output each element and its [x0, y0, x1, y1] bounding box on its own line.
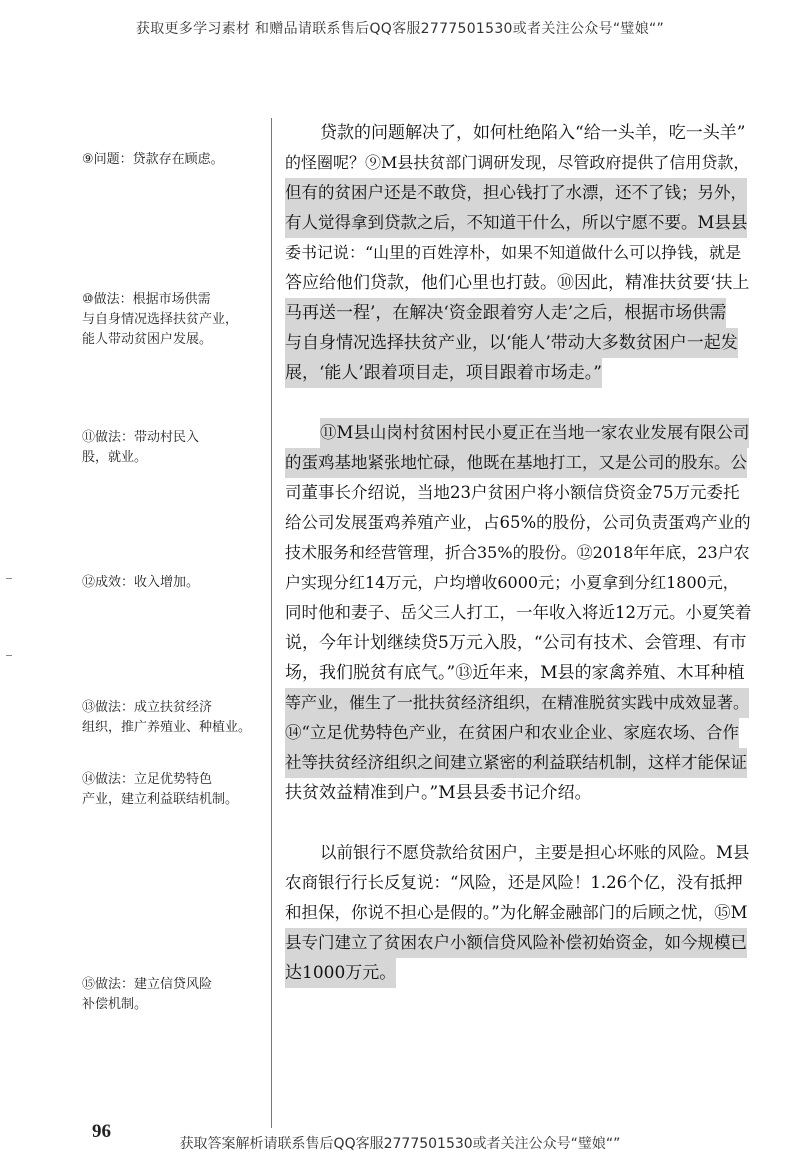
page-header: 获取更多学习素材 和赠品请联系售后QQ客服2777501530或者关注公众号“璧娘“”	[135, 21, 665, 37]
body-line: 等产业，催生了一批扶贫经济组织，在精准脱贫实践中成效显著。	[285, 688, 749, 718]
body-line: 场，我们脱贫有底气。”⑬近年来，M县的家禽养殖、木耳种植	[285, 663, 745, 683]
margin-note-line: ⑭做法：立足优势特色	[82, 772, 213, 787]
page-footer: 获取答案解析请联系售后QQ客服2777501530或者关注公众号“璧娘“”	[179, 1136, 621, 1152]
margin-note-line: 能人带动贫困户发展。	[82, 332, 213, 347]
margin-note-10	[82, 290, 262, 350]
margin-note-14	[82, 770, 262, 810]
body-line: 社等扶贫经济组织之间建立紧密的利益联结机制，这样才能保证	[285, 748, 747, 778]
margin-note-9	[82, 150, 262, 170]
margin-note-line: ⑮做法：建立信贷风险	[82, 977, 213, 992]
page-number: 96	[92, 1121, 111, 1142]
body-line: 有人觉得拿到贷款之后，不知道干什么，所以宁愿不要。M县县	[285, 208, 747, 238]
body-line: 给公司发展蛋鸡养殖产业，占65%的股份，公司负责蛋鸡产业的	[285, 513, 751, 532]
margin-note-line: 补偿机制。	[82, 997, 148, 1012]
body-line: ⑪M县山岗村贫困村民小夏正在当地一家农业发展有限公司	[320, 418, 749, 448]
body-line: 县专门建立了贫困农户小额信贷风险补偿初始资金，如今规模已	[285, 928, 747, 958]
margin-note-line: 组织，推广养殖业、种植业。	[82, 720, 252, 735]
margin-note-11	[82, 428, 262, 468]
body-line: 户实现分红14万元，户均增收6000元；小夏拿到分红1800元，	[285, 573, 739, 592]
body-line: ⑭“立足优势特色产业，在贫困户和农业企业、家庭农场、合作	[285, 718, 739, 748]
body-line: 答应给他们贷款，他们心里也打鼓。⑩因此，精准扶贫要‘扶上	[285, 273, 750, 293]
body-line: 司董事长介绍说，当地23户贫困户将小额信贷资金75万元委托	[285, 483, 740, 502]
margin-note-line: ⑩做法：根据市场供需	[82, 292, 211, 307]
body-line: 但有的贫困户还是不敢贷，担心钱打了水漂，还不了钱；另外，	[285, 178, 747, 208]
margin-note-line: 产业，建立利益联结机制。	[82, 792, 239, 807]
body-line: 和担保，你说不担心是假的。”为化解金融部门的后顾之忧，⑮M	[285, 903, 748, 922]
margin-note-line: 与自身情况选择扶贫产业，	[82, 312, 239, 327]
body-line: 扶贫效益精准到户。”M县县委书记介绍。	[285, 783, 592, 803]
margin-note-line: ⑨问题：贷款存在顾虑。	[82, 152, 224, 167]
binding-mark	[6, 655, 12, 656]
body-line: 的怪圈呢？⑨M县扶贫部门调研发现，尽管政府提供了信用贷款，	[285, 153, 750, 172]
margin-note-13	[82, 698, 262, 738]
body-line: 以前银行不愿贷款给贫困户，主要是担心坏账的风险。M县	[320, 843, 750, 862]
body-line: 技术服务和经营管理，折合35%的股份。⑫2018年年底，23户农	[285, 543, 750, 562]
margin-note-12	[82, 573, 262, 593]
body-line: 委书记说：“山里的百姓淳朴，如果不知道做什么可以挣钱，就是	[285, 243, 742, 262]
body-line: 说，今年计划继续贷5万元入股，“公司有技术、会管理、有市	[285, 633, 747, 653]
body-line: 达1000万元。	[285, 958, 396, 988]
binding-mark	[6, 578, 12, 579]
body-line: 马再送一程’，在解决‘资金跟着穷人走’之后，根据市场供需	[285, 298, 726, 328]
body-line: 的蛋鸡基地紧张地忙碌，他既在基地打工，又是公司的股东。公	[285, 448, 747, 478]
body-line: 农商银行行长反复说：“风险，还是风险！1.26个亿，没有抵押	[285, 873, 743, 892]
margin-note-line: ⑫成效：收入增加。	[82, 575, 200, 590]
margin-note-line: ⑬做法：成立扶贫经济	[82, 700, 213, 715]
margin-note-line: 股，就业。	[82, 450, 148, 465]
body-line: 同时他和妻子、岳父三人打工，一年收入将近12万元。小夏笑着	[285, 603, 752, 622]
margin-note-15	[82, 975, 262, 1015]
margin-note-line: ⑪做法：带动村民入	[82, 430, 200, 445]
body-line: 贷款的问题解决了，如何杜绝陷入“给一头羊，吃一头羊”	[320, 123, 746, 143]
column-divider	[271, 118, 272, 1128]
body-line: 展，‘能人’跟着项目走，项目跟着市场走。”	[285, 358, 602, 388]
body-line: 与自身情况选择扶贫产业，以‘能人’带动大多数贫困户一起发	[285, 328, 738, 358]
